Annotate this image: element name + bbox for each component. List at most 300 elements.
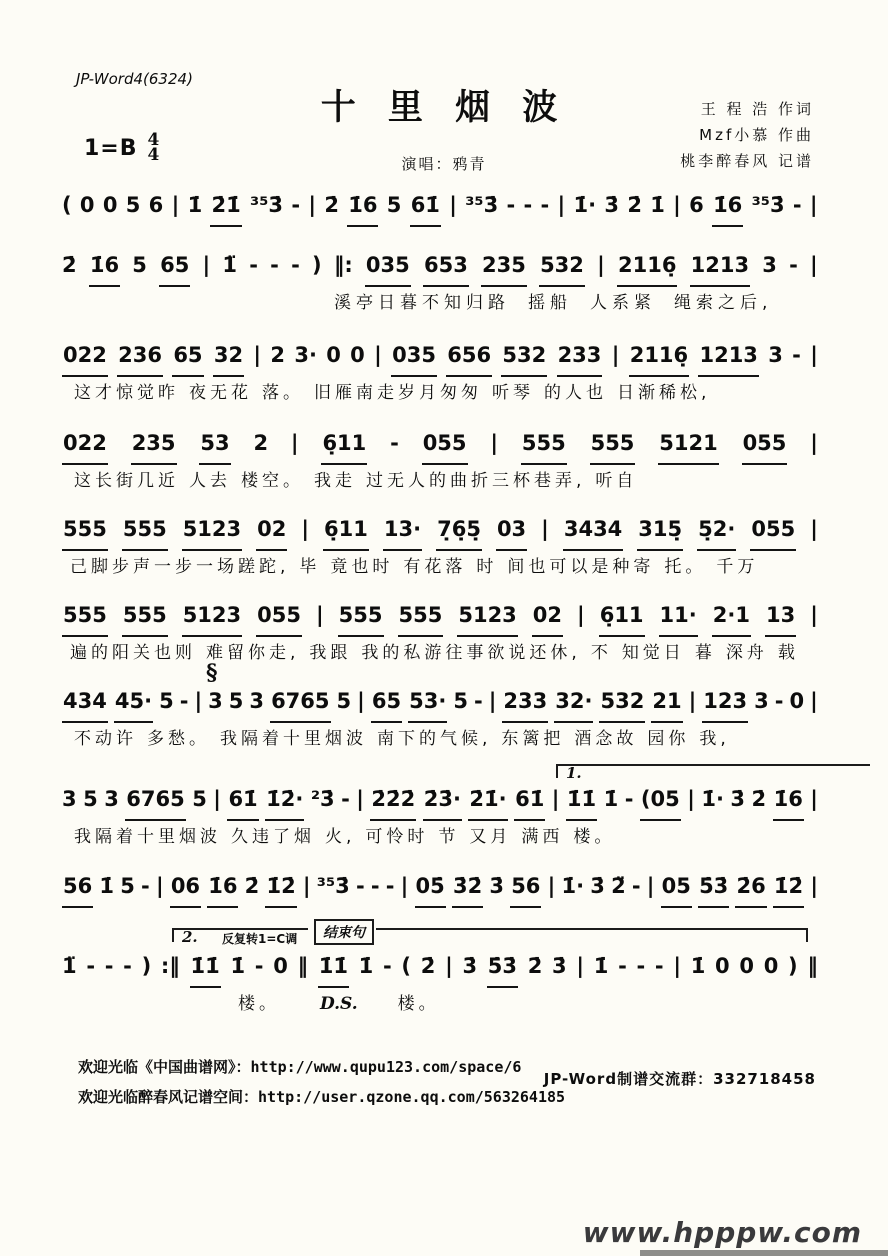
note: | [357,689,365,713]
volta-bracket-2 [172,928,308,946]
note: | [488,689,497,713]
note: 2̇ [420,954,436,978]
note: - [383,954,392,978]
transcriber-credit: 桃李醉春风 记谱 [680,152,814,170]
note: | [541,517,549,541]
lyrics-row [62,557,818,577]
note: 0 [79,193,95,217]
note: - [618,954,627,978]
performer-label: 演唱：鸦青 [401,155,487,173]
note: | [202,253,211,277]
note: 2116̣ [617,246,677,287]
note: 0 [739,954,754,978]
note: 1̇ [650,193,665,217]
lyric-word: 我, [699,729,730,749]
note: 555 [521,424,567,465]
note: 035 [391,336,437,377]
note: 2̇2̇2̇ [370,780,416,821]
note: 02 [532,596,563,637]
lyric-word: 竟也时 [330,557,394,577]
note: 5121 [658,424,718,465]
note: 6̣11 [323,510,369,551]
lyric-word: 己脚步声一步一场蹉跎, [70,557,290,577]
note: | [547,874,556,898]
note: 3434 [563,510,623,551]
note: - [631,874,641,898]
note: | [577,603,585,627]
note: 5̣2· [697,510,736,551]
note: 1̇1̇ [190,947,221,988]
note: 56 [510,867,541,908]
note: - [385,874,395,898]
lyric-word: 我的私游往事欲说还休, [361,643,581,663]
note: 555 [398,596,444,637]
note: 3̇ [590,874,605,898]
lyricist-credit: 王 程 浩 作词 [700,100,814,118]
lyrics-row [62,293,818,313]
note: - [473,689,483,713]
music-system [62,186,818,227]
note: ‖ [297,954,309,978]
ending-bracket-line [376,928,808,942]
note: 06 [170,867,201,908]
note: 055 [256,596,302,637]
notation-row [62,336,818,377]
note: 3̇ [462,954,478,978]
note: 1̇· [701,787,724,811]
note: 5 [453,689,468,713]
note: 5 [83,787,98,811]
lyric-word: 时 [476,557,498,577]
note: 0 [763,954,779,978]
notation-row [62,510,818,551]
lyric-word: 我走 [314,471,356,491]
lyric-word: 遍的阳关也则 [70,643,196,663]
note: 532 [539,246,585,287]
note: | [301,517,310,541]
note: 235 [131,424,177,465]
note: 61̇ [227,780,258,821]
lyric-word: 又月 [469,827,512,847]
note: 6̣11 [321,424,367,465]
lyric-word: 深舟 [725,643,768,663]
note: 3 [208,689,223,713]
note: | [290,431,299,455]
note: 65 [371,682,402,723]
lyrics-row [62,383,818,403]
music-system [62,682,818,749]
note: - [291,193,301,217]
note: - [506,193,516,217]
lyric-word: 火, [325,827,356,847]
note: 0 [102,193,118,217]
note: 61̇ [514,780,545,821]
note: 2 [270,343,286,367]
note: | [810,431,818,455]
lyric-word: 毕 [299,557,321,577]
note: | [155,874,164,898]
note: 6̣11 [599,596,645,637]
qupu-site-link: 欢迎光临《中国曲谱网》：http://www.qupu123.com/space/6 [78,1058,522,1076]
note: 5̇3̇ [698,867,729,908]
note: 1̇2̇· [265,780,304,821]
generator-label: JP-Word4(6324) [76,70,193,88]
note: 13· [383,510,422,551]
note: 1̇2̇ [773,867,804,908]
note: - [270,253,279,277]
lyric-word: 我隔着十里烟波 [220,729,367,749]
note: 2̇ [62,253,77,277]
note: | [302,874,311,898]
note: | [308,193,317,217]
lyric-word: 绳索之后, [674,293,773,313]
note: 05 [661,867,692,908]
note: - [355,874,365,898]
music-system [62,780,818,847]
lyrics-row [62,994,818,1014]
note: | [194,689,203,713]
note: 1̇6 [347,186,378,227]
note: 5123 [182,596,242,637]
note: - [390,431,399,455]
lyric-word: 溪亭日暮不知归路 [334,293,510,313]
note: | [687,787,695,811]
notation-row [62,780,818,821]
note: - [636,954,646,978]
lyric-word: 有花落 [403,557,467,577]
time-signature-top: 4 [147,130,160,150]
note: 3 [62,787,77,811]
lyric-word: 不 [590,643,612,663]
lyric-word: 载 [777,643,799,663]
ending-phrase-box: 结束句 [314,919,374,945]
note: 65 [172,336,203,377]
note: 2̇ [324,193,339,217]
note: 21 [651,682,682,723]
lyric-word: 千万 [716,557,759,577]
note: 5 [159,689,174,713]
note: 1̇ [99,874,115,898]
watermark-url: www.hpppw.com [582,1216,862,1249]
lyric-word: 人系紧 [590,293,656,313]
music-system [62,947,818,1014]
note: 1̇1̇ [318,947,349,988]
note: - [123,954,132,978]
note: 055 [742,424,788,465]
note: | [445,954,453,978]
note: - [774,689,784,713]
notation-row [62,867,818,908]
music-system [62,596,818,663]
note: 02 [256,510,287,551]
composer-credit: Mzf小慕 作曲 [699,126,814,144]
lyric-word: 我隔着十里烟波 [74,827,221,847]
note: ‖: [333,253,353,277]
footer-links [78,1052,565,1112]
note: ( [62,193,72,217]
lyric-word: 过无人的曲折三杯巷弄, [366,471,586,491]
note: 5 [120,874,135,898]
note: 0 [350,343,365,367]
lyric-word: 多愁。 [147,729,210,749]
lyric-word: 楼空。 [241,471,304,491]
note: ( [401,954,412,978]
note: 61̇ [410,186,441,227]
note: 1̇ [593,954,609,978]
note: 656 [446,336,492,377]
note: 5 [386,193,402,217]
note: 53· [408,682,447,723]
repeat-key-change-note: 反复转1=C调 [222,932,298,946]
note: ) [141,954,152,978]
note: | [171,193,180,217]
lyric-word: 可怜时 [365,827,429,847]
note: 035 [365,246,411,287]
lyric-word: 不动许 [74,729,137,749]
bottom-edge-band [640,1250,888,1256]
music-system [62,424,818,491]
note: 022 [62,424,108,465]
lyric-word: 托。 [664,557,707,577]
lyric-word: 节 [438,827,460,847]
notation-row [62,682,818,723]
lyric-word: 日渐稀松, [617,383,711,403]
lyric-word: 酒念故 [574,729,638,749]
note: 315̣ [637,510,683,551]
lyric-word: 间也可以是种寄 [507,557,655,577]
lyric-word: 我跟 [309,643,352,663]
note: - [86,954,96,978]
note: | [810,253,818,277]
note: | [810,689,818,713]
note: 53 [199,424,230,465]
note: | [673,954,681,978]
note: 6765 [270,682,330,723]
note: 434 [62,682,108,723]
lyric-word: 知觉日 [621,643,685,663]
note: | [688,689,697,713]
note: | [557,193,566,217]
note: | [810,603,818,627]
note: - [540,193,550,217]
song-title: 十 里 烟 波 [320,87,568,128]
lyric-word: 楼。 [238,994,280,1014]
note: 0 [715,954,730,978]
note: | [551,787,560,811]
note: ³⁵3̇ [465,193,499,217]
note: 3̇2̇ [452,867,483,908]
note: 5123 [182,510,242,551]
credits-block [680,96,814,174]
note: 65 [159,246,190,287]
music-system [62,336,818,403]
note: | [400,874,409,898]
note: 1̇· [573,193,597,217]
notation-row [62,424,818,465]
note: 1̈ [62,954,77,978]
note: 555 [62,510,108,551]
segno-icon: § [206,660,218,686]
note: | [449,193,457,217]
note: 555 [62,596,108,637]
note: 5123 [457,596,517,637]
note: 3 [762,253,777,277]
note: 2̇1̇· [468,780,507,821]
note: 022 [62,336,108,377]
note: 2·1 [712,596,751,637]
note: 5 [192,787,207,811]
lyric-word: 听琴 [492,383,534,403]
note: | [490,431,499,455]
note: 1̇2̇ [265,867,296,908]
note: 3 [104,787,119,811]
notation-row [62,596,818,637]
note: 555 [122,596,168,637]
note: 1̇1̇ [566,780,597,821]
note: | [810,517,818,541]
lyric-word: 旧雁南走岁月匆匆 [314,383,482,403]
note: ‖ [807,954,818,978]
lyric-word: 落。 [262,383,304,403]
note: - [792,193,802,217]
note: 2̇3̇· [423,780,462,821]
note: 3̇ [604,193,620,217]
note: - [254,954,264,978]
note: | [810,787,818,811]
time-signature-bottom: 4 [147,145,160,165]
note: - [654,954,664,978]
note: 1213 [690,246,750,287]
note: 32 [213,336,244,377]
lyric-word: 听自 [595,471,638,491]
note: 7̣6̣5̣ [436,510,482,551]
note: 2̇ [244,874,260,898]
note: 05̇ [415,867,446,908]
note: - [370,874,380,898]
note: 32· [554,682,593,723]
note: 3 [754,689,769,713]
lyric-word: 摇船 [528,293,572,313]
note: ³⁵3̇ [250,193,284,217]
note: 6 [148,193,164,217]
note: 5 [132,253,147,277]
volta-1-label: 1. [566,764,582,782]
note: 0 [326,343,341,367]
music-system [62,867,818,908]
note: 555 [338,596,384,637]
note: | [646,874,655,898]
note: | [809,193,818,217]
note: 1̇ [690,954,706,978]
note: | [356,787,364,811]
note: - [523,193,533,217]
notation-row [62,186,818,227]
note: 653 [423,246,469,287]
note: | [576,954,585,978]
note: 1̇ [187,193,203,217]
notation-row [62,947,818,988]
lyrics-row [62,471,818,491]
lyrics-row [62,827,818,847]
note: 055 [422,424,468,465]
qq-group-label: JP-Word制谱交流群：332718458 [543,1070,816,1088]
note: | [374,343,382,367]
qzone-site-link: 欢迎光临醉春风记谱空间：http://user.qzone.qq.com/563264185 [78,1088,566,1106]
note: 3̇ [552,954,567,978]
note: 1̇6 [207,867,238,908]
note: - [104,954,114,978]
lyrics-row [62,643,818,663]
note: 236 [117,336,163,377]
note: 6765 [125,780,185,821]
lyric-word: D.S. [320,994,358,1014]
lyric-word: 人去 [189,471,231,491]
note: 2̈ [611,874,626,898]
note: | [810,874,818,898]
note: 1̇6 [89,246,120,287]
note: | [611,343,620,367]
note: 6 [689,193,704,217]
note: - [624,787,634,811]
note: ³⁵3̇ [751,193,785,217]
note: ) [312,253,322,277]
note: 11· [659,596,698,637]
lyric-word: 南下的气候, [377,729,492,749]
note: 5 [336,689,352,713]
volta-2-label: 2. [182,928,198,946]
note: 532 [501,336,547,377]
lyric-word: 园你 [647,729,690,749]
note: 3 [249,689,265,713]
key-signature: 1=B [84,135,138,161]
lyric-word: 楼。 [397,994,440,1014]
lyric-word: 这才惊觉昨 [74,383,179,403]
note: 2̇6 [735,867,766,908]
note: 1̇6 [712,186,743,227]
note: - [792,343,801,367]
note: 1213 [698,336,758,377]
note: - [179,689,189,713]
note: 5̇3̇ [487,947,518,988]
note: - [141,874,150,898]
lyric-word: 满西 [521,827,564,847]
lyric-word: 这长街几近 [74,471,179,491]
note: 2̇ [627,193,642,217]
note: 56 [62,867,93,908]
note: 233 [557,336,603,377]
note: 1̇6 [773,780,804,821]
note: 555 [590,424,636,465]
note: 5 [228,689,244,713]
note: 532 [599,682,645,723]
note: - [291,253,300,277]
notation-row [62,246,818,287]
note: | [810,343,818,367]
lyric-word: 难留你走, [206,643,300,663]
note: - [249,253,258,277]
note: 3 [768,343,783,367]
note: | [673,193,681,217]
lyric-word: 暮 [694,643,716,663]
note: 2̇1̇ [210,186,241,227]
note: 1̇ [358,954,374,978]
note: 5 [125,193,141,217]
note: ²3̇ [310,787,335,811]
note: 3̇ [730,787,746,811]
note: 1̇ [603,787,619,811]
lyric-word: 东篱把 [501,729,565,749]
note: 2̇ [751,787,767,811]
